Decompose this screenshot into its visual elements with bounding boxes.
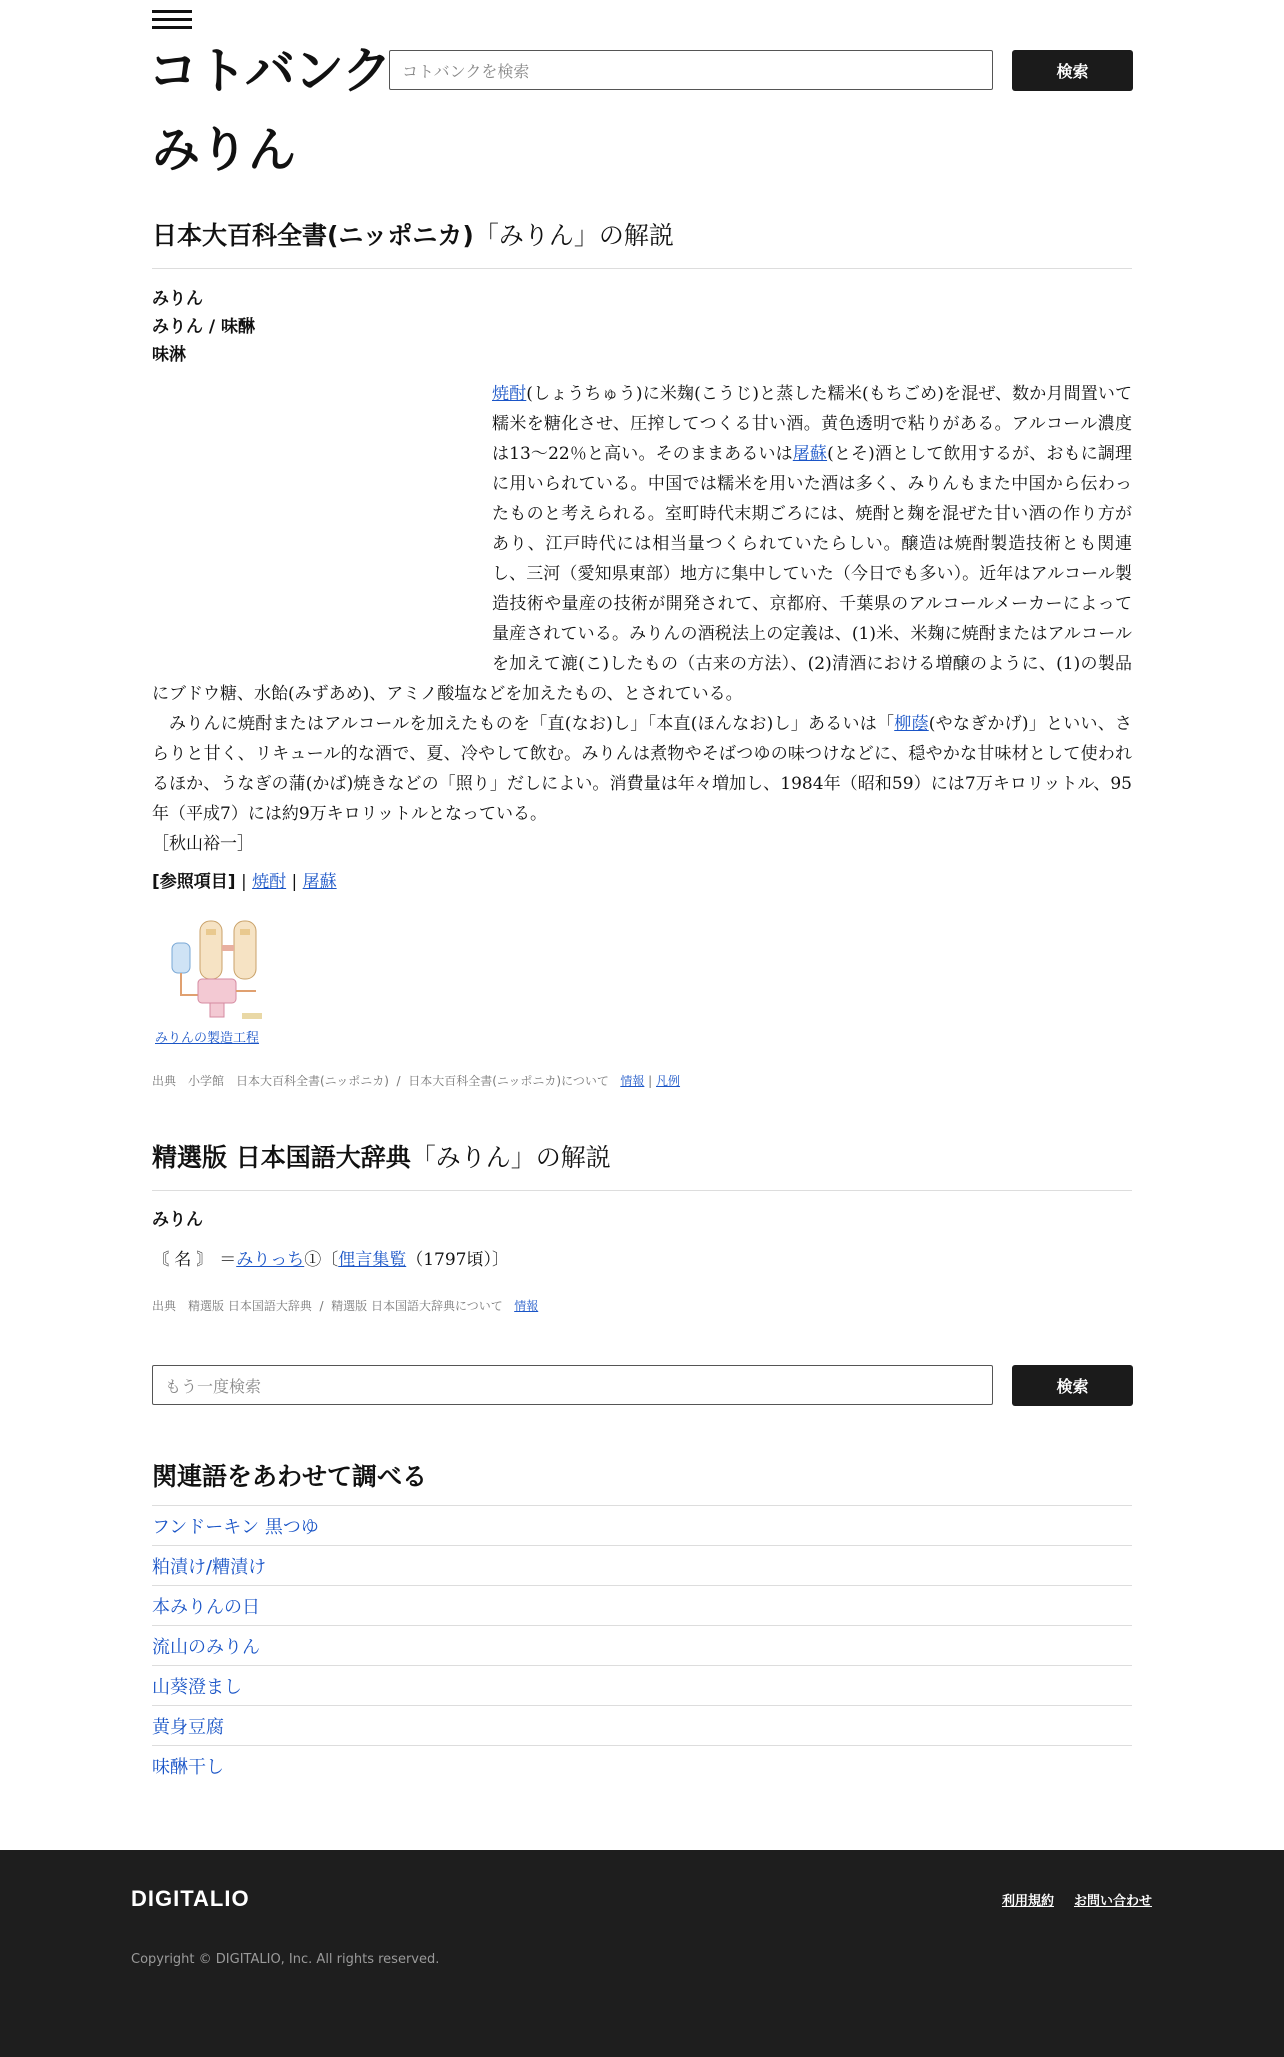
ref-separator: | — [235, 872, 253, 892]
headword-1: みりん — [152, 289, 203, 309]
heading-suffix: 「みりん」の解説 — [473, 221, 674, 250]
menu-icon[interactable] — [152, 10, 192, 30]
heading-source: 精選版 日本国語大辞典 — [152, 1143, 411, 1172]
mirin-process-diagram-image[interactable] — [164, 915, 266, 1025]
copyright: Copyright © DIGITALIO, Inc. All rights reserved. — [131, 1952, 440, 1967]
search-placeholder: コトバンクを検索 — [402, 61, 530, 81]
inline-term-link[interactable]: 柳蔭 — [894, 714, 929, 734]
related-title: 関連語をあわせて調べる — [152, 1455, 1132, 1506]
search-again-placeholder: もう一度検索 — [165, 1376, 262, 1396]
headword-3: 味淋 — [152, 345, 186, 365]
article-body — [152, 379, 1132, 859]
related-item[interactable] — [152, 1746, 1132, 1786]
search-button[interactable]: 検索 — [1012, 50, 1133, 91]
author-credit: ［秋山裕一］ — [152, 834, 254, 854]
terms-link[interactable]: 利用規約 — [1001, 1894, 1054, 1909]
related-item[interactable] — [152, 1666, 1132, 1706]
source-prefix: 出典 小学館 日本大百科全書(ニッポニカ) — [152, 1074, 389, 1088]
related-link[interactable]: 本みりんの日 — [152, 1596, 260, 1618]
search-input[interactable] — [389, 50, 993, 90]
def-link-mirichi[interactable]: みりっち — [236, 1250, 305, 1270]
related-link[interactable]: 流山のみりん — [152, 1636, 260, 1658]
kokugo-heading — [152, 1140, 1132, 1191]
related-link[interactable]: 味醂干し — [152, 1757, 224, 1778]
source-legend-link[interactable]: 凡例 — [656, 1074, 681, 1088]
heading-source: 日本大百科全書(ニッポニカ) — [152, 221, 474, 250]
kokugo-definition — [152, 1245, 1132, 1275]
def-prefix: 〘 名 〙 ＝ — [152, 1250, 237, 1270]
source-line — [152, 1297, 1132, 1315]
related-section — [152, 1455, 1132, 1786]
related-link[interactable]: 山葵澄まし — [152, 1676, 242, 1698]
heading-suffix: 「みりん」の解説 — [410, 1143, 611, 1172]
contact-link[interactable]: お問い合わせ — [1073, 1894, 1152, 1909]
related-link[interactable]: フンドーキン 黒つゆ — [152, 1516, 319, 1538]
page-title: みりん — [152, 122, 297, 178]
kokugo-headword: みりん — [152, 1210, 203, 1230]
kokugo-section — [152, 1140, 1132, 1315]
nipponica-section — [152, 218, 1132, 1090]
search-again-button[interactable]: 検索 — [1012, 1365, 1133, 1406]
ref-link-toso[interactable]: 屠蘇 — [302, 872, 337, 892]
site-logo[interactable]: コトバンク — [148, 42, 391, 100]
article-paragraph-1: 焼酎(しょうちゅう)に米麹(こうじ)と蒸した糯米(もちごめ)を混ぜ、数か月間置いて糯米を糖化させ、圧搾してつくる甘い酒。黄色透明で粘りがある。アルコール濃度は13～22％と高い。そのままあるいは屠蘇(とそ)酒として飲用するが、おもに調理に用いられている。中国では糯米を用いた酒は多く、みりんもまた中国から伝わったものと考えられる。室町時代末期ごろには、焼酎と麹を混ぜた甘い酒の作り方があり、江戸時代には相当量つくられていたらしい。醸造は焼酎製造技術とも関連し、三河（愛知県東部）地方に集中していた（今日でも多い）。近年はアルコール製造技術や量産の技術が開発されて、京都府、千葉県のアルコールメーカーによって量産されている。みりんの酒税法上の定義は、(1)米、米麹に焼酎またはアルコールを加えて漉(こ)したもの（古来の方法）、(2)清酒における増醸のように、(1)の製品にブドウ糖、水飴(みずあめ)、アミノ酸塩などを加えたもの、とされている。 — [152, 384, 1133, 704]
related-item[interactable] — [152, 1506, 1132, 1546]
ad-space — [152, 379, 492, 679]
source-line: 出典 小学館 日本大百科全書(ニッポニカ) / 日本大百科全書(ニッポニカ)について 情報 | 凡例 — [152, 1074, 681, 1088]
reference-label: [参照項目] — [152, 872, 236, 892]
def-suffix: （1797頃）〕 — [406, 1250, 509, 1270]
search-again-input[interactable] — [152, 1365, 993, 1405]
source-info-link[interactable]: 情報 — [514, 1299, 539, 1313]
article-paragraph-2: みりんに焼酎またはアルコールを加えたものを「直(なお)し」「本直(ほんなお)し」あるいは「柳蔭(やなぎかげ)」といい、さらりと甘く、リキュール的な酒で、夏、冷やして飲む。みりんは煮物やそばつゆの味つけなどに、穏やかな甘味材として使われるほか、うなぎの蒲(かば)焼きなどの「照り」だしによい。消費量は年々増加し、1984年（昭和59）には7万キロリットル、95年（平成7）には約9万キロリットルとなっている。 — [152, 714, 1132, 824]
reference-items — [152, 867, 1132, 897]
ref-separator: | — [286, 872, 303, 892]
figure-caption-link[interactable]: みりんの製造工程 — [155, 1031, 260, 1046]
ref-link-shochu[interactable]: 焼酎 — [252, 872, 287, 892]
source-slash: / — [392, 1074, 405, 1088]
source-slash: / — [315, 1299, 328, 1313]
inline-term-link[interactable]: 屠蘇 — [792, 444, 828, 464]
footer — [0, 1850, 1284, 2057]
source-about: 日本大百科全書(ニッポニカ)について — [408, 1074, 609, 1088]
source-prefix: 出典 精選版 日本国語大辞典 — [152, 1299, 312, 1313]
footer-links — [1002, 1890, 1152, 1909]
related-item[interactable] — [152, 1626, 1132, 1666]
related-link[interactable]: 粕漬け/糟漬け — [152, 1556, 267, 1578]
related-item[interactable] — [152, 1546, 1132, 1586]
headword-2: みりん / 味醂 — [152, 317, 256, 337]
def-link-rigen[interactable]: 俚言集覧 — [338, 1250, 407, 1270]
inline-term-link[interactable]: 焼酎 — [492, 384, 527, 404]
related-item[interactable] — [152, 1706, 1132, 1746]
related-link[interactable]: 黄身豆腐 — [152, 1716, 224, 1738]
def-mid: ①〔 — [304, 1250, 339, 1270]
related-list — [152, 1506, 1132, 1786]
source-info-link[interactable]: 情報 — [620, 1074, 645, 1088]
footer-logo[interactable]: DIGITALIO — [131, 1886, 250, 1911]
figure-thumbnail[interactable] — [152, 915, 292, 1046]
nipponica-heading — [152, 218, 1132, 269]
related-item[interactable] — [152, 1586, 1132, 1626]
source-about: 精選版 日本国語大辞典について — [331, 1299, 503, 1313]
entry-headwords — [152, 285, 1132, 369]
